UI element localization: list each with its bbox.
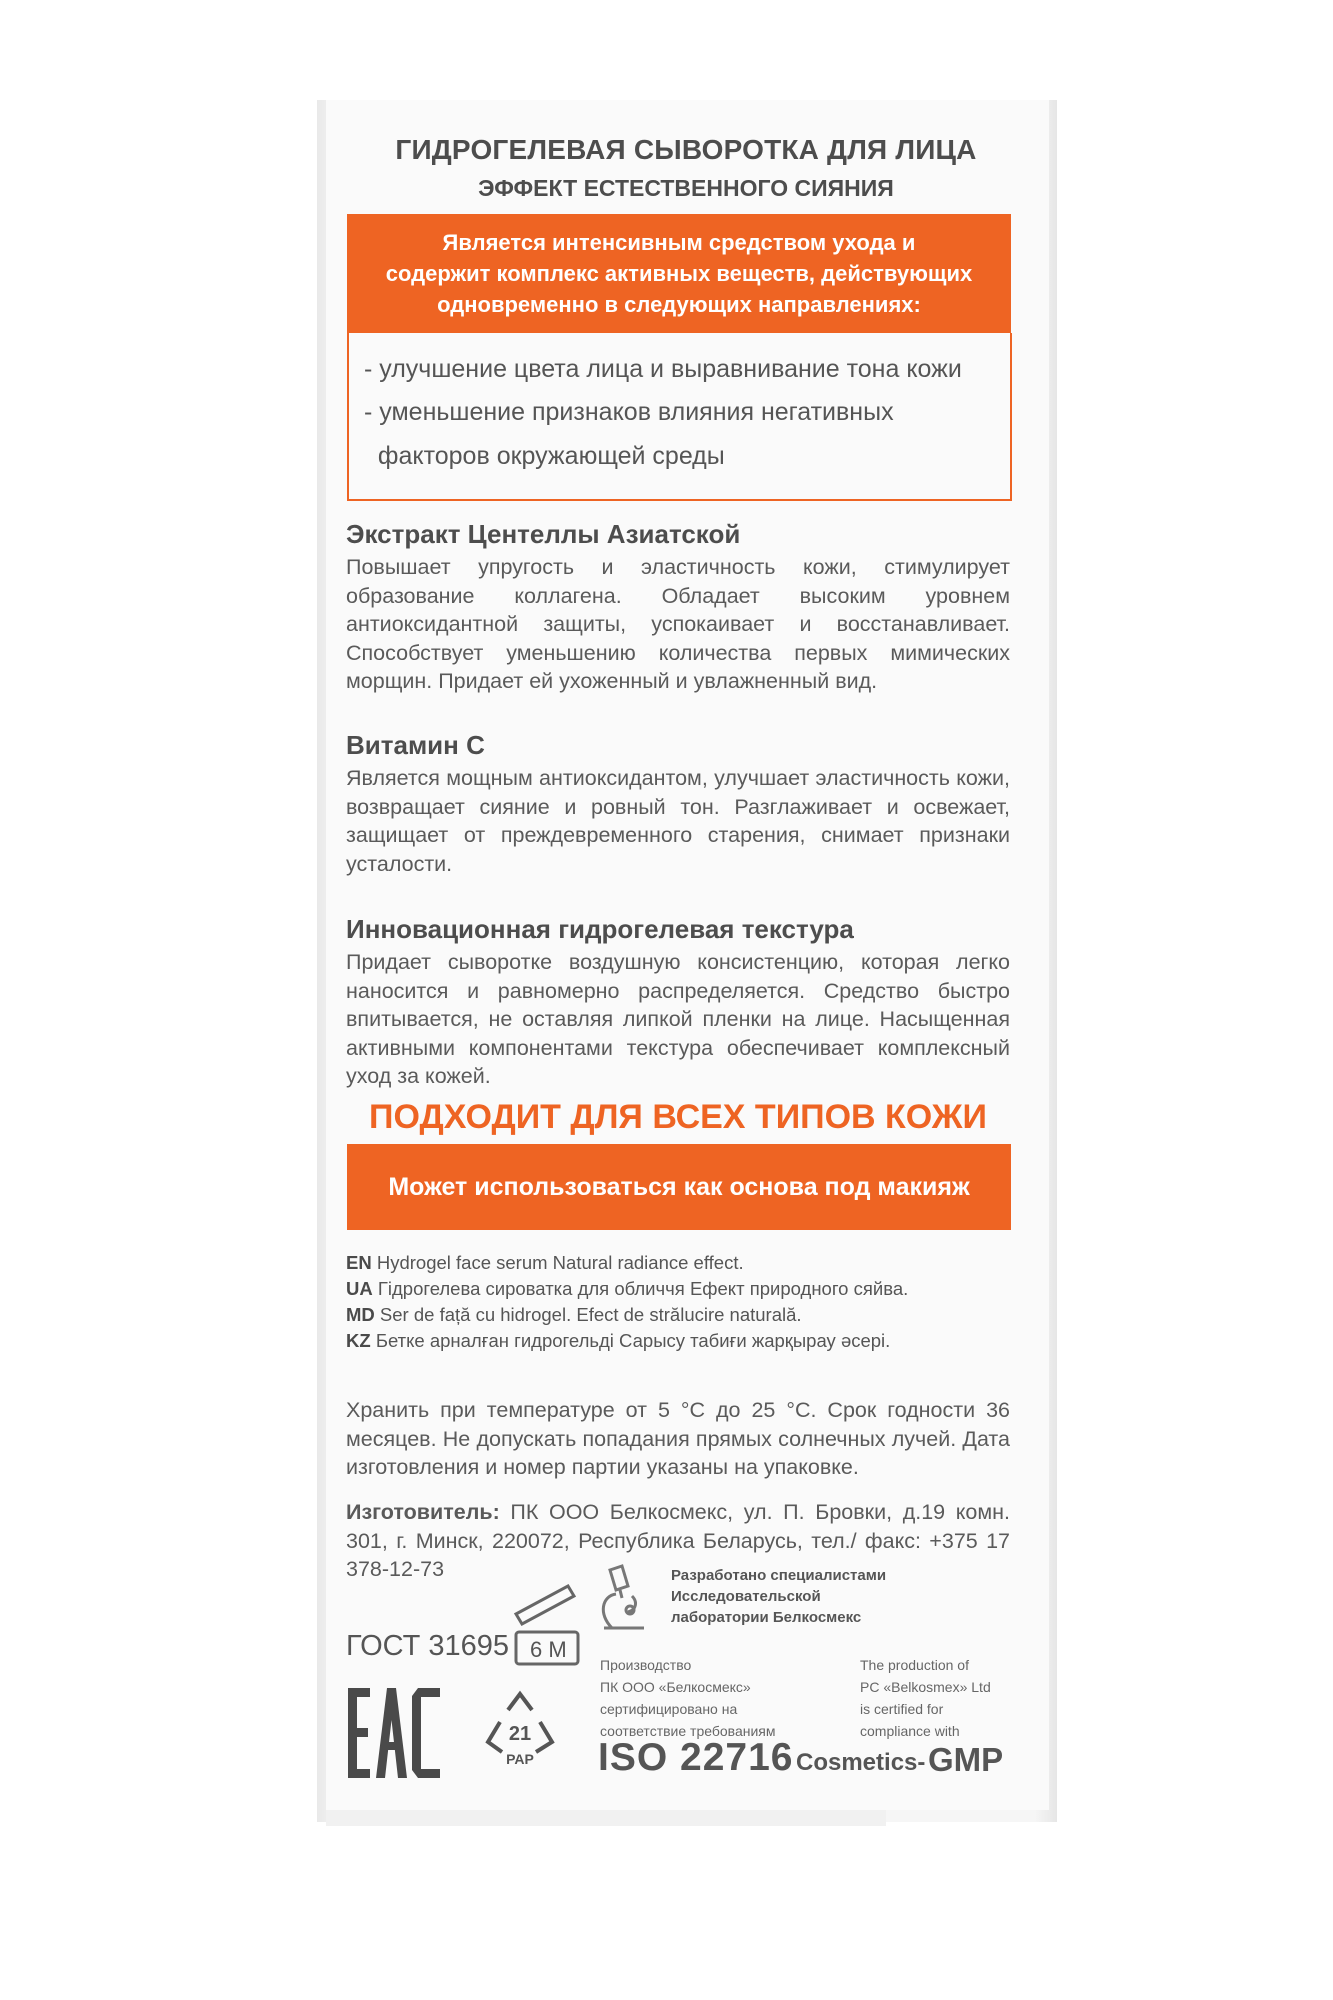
section-text-texture: Придает сыворотке воздушную консистенцию, которая легко наносится и равномерно распределяется. Средство быстро впитывается, не оставляя липкой пленки на лице. Насыщенная активными компонентами текстура обеспечивает комплексный уход за кожей.: [346, 950, 1010, 1088]
section-heading-centella: Экстракт Центеллы Азиатской: [346, 519, 741, 549]
gmp-line: сертифицировано на: [600, 1701, 738, 1717]
translation-en: [346, 1252, 744, 1274]
lang-code: UA: [346, 1278, 373, 1299]
manufacturer-text: ПК ООО Белкосмекс, ул. П. Бровки, д.19 комн. 301, г. Минск, 220072, Республика Беларусь, тел./ факс: +375 17 378-12-73: [346, 1500, 1010, 1581]
gmp-line: compliance with: [860, 1723, 960, 1739]
gmp-line: is certified for: [860, 1701, 944, 1717]
translation-text: Бетке арналған гидрогельді Сарысу табиғи жарқырау әсері.: [375, 1330, 891, 1351]
gmp-en: [860, 1654, 991, 1742]
product-subtitle: ЭФФЕКТ ЕСТЕСТВЕННОГО СИЯНИЯ: [478, 175, 894, 201]
eac-mark-icon: [346, 1686, 442, 1780]
gmp-line: Производство: [600, 1657, 692, 1673]
lang-code: KZ: [346, 1330, 371, 1351]
translation-text: Гідрогелева сироватка для обличчя Ефект природного сяйва.: [377, 1278, 909, 1299]
intro-line: Является интенсивным средством ухода и: [442, 230, 916, 255]
makeup-base-text: Может использоваться как основа под макияж: [388, 1172, 970, 1201]
iso-standard: ISO 22716: [598, 1736, 794, 1779]
box-bottom-flap: [326, 1810, 886, 1826]
translation-text: Ser de față cu hidrogel. Efect de strălucire naturală.: [379, 1304, 802, 1325]
intro-line: содержит комплекс активных веществ, действующих: [385, 261, 973, 286]
lab-line: лаборатории Белкосмекс: [671, 1609, 862, 1626]
translation-md: [346, 1304, 802, 1326]
section-text-vitamin-c: Является мощным антиоксидантом, улучшает эластичность кожи, возвращает сияние и ровный тон. Разглаживает и освежает, защищает от преждевременного старения, снимает признаки усталости.: [346, 766, 1010, 876]
pao-label: 6 M: [530, 1637, 567, 1662]
manufacturer-label: Изготовитель:: [346, 1500, 500, 1524]
intro-line: одновременно в следующих направлениях:: [437, 292, 921, 317]
gmp-line: соответствие требованиям: [600, 1723, 776, 1739]
lab-line: Исследовательской: [671, 1588, 821, 1605]
skin-types-heading: ПОДХОДИТ ДЛЯ ВСЕХ ТИПОВ КОЖИ: [369, 1098, 987, 1136]
lang-code: EN: [346, 1252, 372, 1273]
section-text-centella: Повышает упругость и эластичность кожи, стимулирует образование коллагена. Обладает высоким уровнем антиоксидантной защиты, успокаивает и восстанавливает. Способствует уменьшению количества первых мимических морщин. Придает ей ухоженный и увлажненный вид.: [346, 555, 1010, 693]
translation-kz: [346, 1330, 890, 1352]
intro-box: [347, 214, 1011, 333]
gost-label: ГОСТ 31695: [346, 1630, 510, 1662]
translation-text: Hydrogel face serum Natural radiance effect.: [376, 1252, 744, 1273]
iso-gmp: GMP: [928, 1741, 1004, 1778]
gmp-line: ПК ООО «Белкосмекс»: [600, 1679, 751, 1695]
product-title: ГИДРОГЕЛЕВАЯ СЫВОРОТКА ДЛЯ ЛИЦА: [395, 134, 977, 165]
benefit-item: факторов окружающей среды: [364, 442, 725, 470]
section-heading-texture: Инновационная гидрогелевая текстура: [346, 914, 854, 944]
translation-ua: [346, 1278, 908, 1300]
iso-cosmetics: Cosmetics-: [796, 1749, 926, 1776]
recycle-number: 21: [508, 1723, 532, 1745]
lang-code: MD: [346, 1304, 375, 1325]
gmp-line: The production of: [860, 1657, 969, 1673]
recycle-code: PAP: [506, 1751, 534, 1767]
gmp-line: PC «Belkosmex» Ltd: [860, 1679, 991, 1695]
makeup-base-banner: [347, 1144, 1011, 1230]
gmp-ru: [600, 1654, 776, 1742]
lab-line: Разработано специалистами: [671, 1567, 887, 1584]
section-heading-vitamin-c: Витамин С: [346, 730, 485, 760]
benefit-item: - уменьшение признаков влияния негативных: [364, 398, 894, 426]
benefit-item: - улучшение цвета лица и выравнивание тона кожи: [364, 355, 962, 383]
lab-info: [671, 1565, 886, 1628]
storage-info: Хранить при температуре от 5 °С до 25 °С. Срок годности 36 месяцев. Не допускать попадания прямых солнечных лучей. Дата изготовления и номер партии указаны на упаковке.: [346, 1398, 1010, 1479]
recycle-icon: [482, 1690, 558, 1768]
microscope-icon: [592, 1564, 652, 1634]
